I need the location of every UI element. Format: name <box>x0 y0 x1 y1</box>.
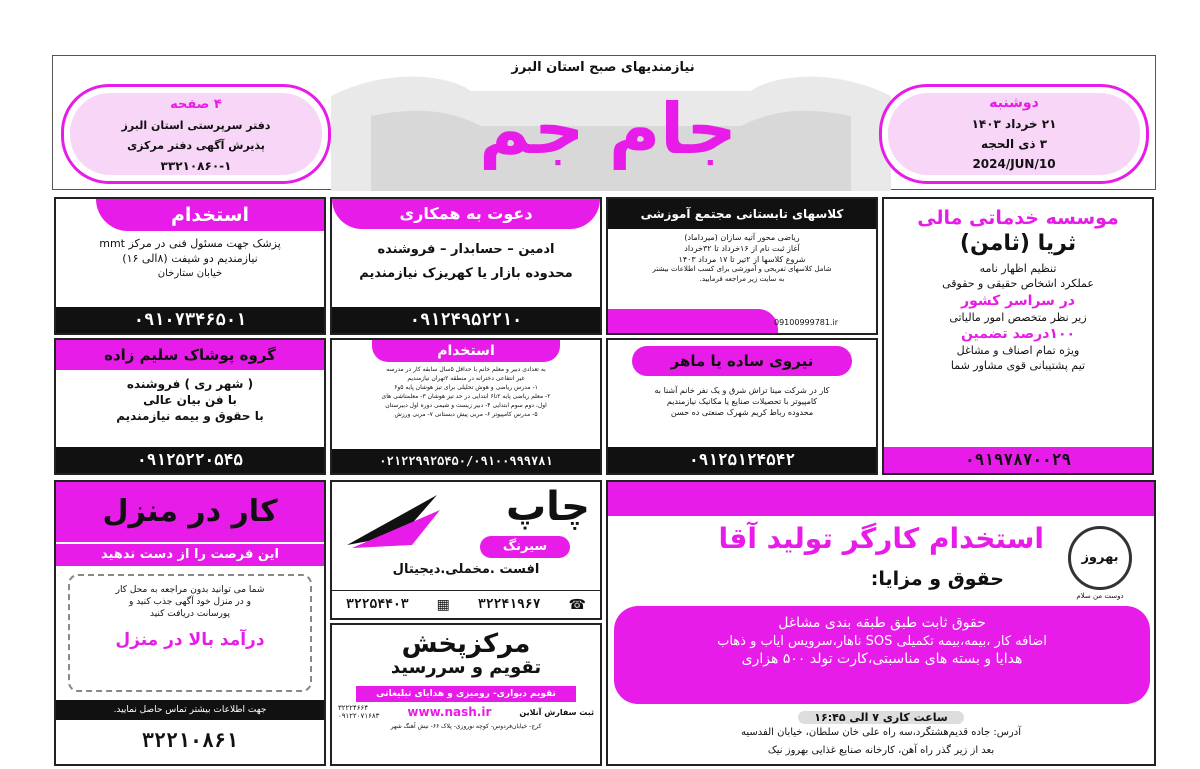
ad-line: ادمین – حسابدار – فروشنده <box>377 242 555 257</box>
ad-title: استخدام <box>96 199 324 231</box>
ad-printing <box>330 480 602 620</box>
ad-financial-services <box>882 197 1154 475</box>
ad-title: گروه پوشاک سلیم زاده <box>56 340 324 370</box>
ad-phone: ۳۲۲۲۴۶۶۴ <box>338 704 369 712</box>
ad-title: استخدام کارگر تولید آقا <box>718 522 1044 555</box>
office-phone: ۳۳۲۱۰۸۶۰-۱ <box>160 159 232 173</box>
ad-phone: ۰۹۱۰۷۳۴۶۵۰۱ <box>56 307 324 333</box>
pages-count: ۴ صفحه <box>170 97 222 112</box>
ad-site: 09100999781.ir <box>774 318 839 327</box>
ad-inner-box <box>68 574 312 692</box>
ad-phone: ۰۹۱۲۴۹۵۲۲۱۰ <box>332 307 600 333</box>
date-persian: ۲۱ خرداد ۱۴۰۳ <box>971 117 1057 131</box>
ad-phone: ۰۹۱۲۵۱۲۴۵۴۲ <box>608 447 876 473</box>
ad-line: ویژه تمام اصناف و مشاغل <box>956 344 1080 358</box>
phone-icon: ☎ <box>568 596 586 613</box>
ad-line: ۱- مدرس ریاضی و هوش تحلیلی برای تیز هوشان پایه ۵و۶ <box>394 384 538 391</box>
ad-line: اول، دوم سوم ابتدایی ۴- دبیر زیست و شیمی دوره اول دبیرستان <box>385 402 547 409</box>
ad-logo <box>1058 526 1142 600</box>
ad-factory-worker <box>606 480 1156 766</box>
ad-line: محدوده بازار یا کهریزک نیازمندیم <box>359 265 573 281</box>
ad-line: شروع کلاسها از ۲تیر تا ۱۷ مرداد ۱۴۰۳ <box>678 254 806 264</box>
ad-phone: ۰۹۱۹۷۸۷۰۰۲۹ <box>884 447 1152 473</box>
ad-phone: ۰۹۱۲۵۲۲۰۵۴۵ <box>56 447 324 473</box>
ad-site: www.nash.ir <box>407 705 492 720</box>
ad-address: آدرس: جاده قدیم‌هشتگرد،سه راه علی خان سلطان، خیابان الفدسیه <box>741 727 1021 738</box>
ad-line: نیازمندیم دو شیفت (۸الی ۱۶) <box>122 251 258 265</box>
ad-phone: ۰۹۱۲۲۰۷۱۶۸۳ <box>338 712 380 721</box>
fax-icon: ▦ <box>436 596 450 613</box>
date-gregorian: 2024/JUN/10 <box>972 157 1056 171</box>
day-name: دوشنبه <box>989 95 1039 111</box>
ad-order-row <box>332 702 600 723</box>
ad-tel: ۳۲۲۴۱۹۶۷ <box>477 597 541 612</box>
brand-logo: جام جم <box>479 88 737 170</box>
ad-brand: سیرنگ <box>480 536 570 558</box>
ad-address: بعد از زیر گذر راه آهن، کارخانه صنایع غذایی بهروز نیک <box>767 745 995 756</box>
ad-clothing-group <box>54 338 326 475</box>
ad-decoration <box>608 309 778 333</box>
ad-address: کرج- خیابان‌فردوس- کوچه نوروزی- پلاک ۶۶- نیش آهنگ شهر <box>390 722 542 730</box>
ad-phones <box>338 704 379 721</box>
ad-line: ۲- معلم ریاضی پایه ۲تا۶ ابتدایی در حد تیز هوشان ۳- معلمتاشی های <box>381 393 551 400</box>
ad-benefits-box <box>614 606 1150 704</box>
ad-line: با فن بیان عالی <box>143 393 237 408</box>
ad-line: ثبت سفارش آنلاین <box>519 707 594 717</box>
ad-line: و در منزل خود آگهی جذب کنید و <box>129 597 251 608</box>
ad-line: حقوق ثابت طبق طبقه بندی مشاغل <box>778 615 986 631</box>
ad-line: با حقوق و بیمه نیازمندیم <box>116 409 264 424</box>
ad-line: ۵- مدرس کامپیوتر ۶- مربی پیش دبستانی ۷- مربی ورزش <box>394 411 538 418</box>
ad-title: چاپ <box>505 484 590 530</box>
ad-line: تقویم دیواری- رومیزی و هدایای تبلیغاتی <box>356 686 576 702</box>
ad-line: به سایت زیر مراجعه فرمایید. <box>699 274 785 283</box>
ad-line: کار در شرکت مینا تراش شرق و یک نفر خانم آشنا به <box>654 386 830 395</box>
ad-line: شما می توانید بدون مراجعه به محل کار <box>115 585 265 595</box>
ad-title: موسسه خدماتی مالی <box>917 207 1119 229</box>
ad-hours: ساعت کاری ۷ الی ۱۶:۴۵ <box>798 711 963 724</box>
date-hijri: ۳ ذی الحجه <box>980 137 1048 151</box>
ad-line: به تعدادی دبیر و معلم خانم با حداقل ۵سال سابقه کار در مدرسه <box>386 366 546 373</box>
ad-line: محدوده رباط کریم شهرک صنعتی ده حسن <box>670 407 814 417</box>
ad-highlight: درآمد بالا در منزل <box>115 630 265 651</box>
header-top-title: نیازمندیهای صبح استان البرز <box>511 60 695 75</box>
ad-phone: ۳۲۲۱۰۸۶۱ <box>141 728 239 752</box>
ad-line: خیابان ستارخان <box>157 267 223 279</box>
ad-line: هدایا و بسته های مناسبتی،کارت تولد ۵۰۰ هزاری <box>741 651 1023 668</box>
header-right-pill <box>879 84 1149 184</box>
printing-swoosh-icon <box>342 490 442 550</box>
ad-line: اضافه کار ،بیمه،بیمه تکمیلی SOS ناهار،سرویس ایاب و ذهاب <box>717 633 1047 649</box>
ad-subtitle: تقویم و سررسید <box>390 657 542 678</box>
ad-line: آغاز ثبت نام از ۱۶خرداد تا ۳۲خرداد <box>684 243 800 253</box>
office-line1: دفتر سرپرستی استان البرز <box>121 119 271 132</box>
ad-logo-circle: بهروز <box>1068 526 1132 590</box>
ad-line: شامل کلاسهای تفریحی و آموزشی برای کسب اطلاعات بیشتر <box>652 265 832 274</box>
ad-logo-sub: دوست من سلام <box>1076 592 1124 600</box>
ad-line: غیر انتفاعی دخترانه در منطقه ۲تهران نیازمندیم <box>407 375 525 382</box>
ad-hours-wrap <box>608 706 1154 725</box>
ad-contact-row <box>332 590 600 618</box>
ad-line: زیر نظر متخصص امور مالیاتی <box>949 310 1087 324</box>
ad-phone: ۰۲۱۲۲۹۹۲۵۴۵۰/۰۹۱۰۰۹۹۹۷۸۱ <box>332 449 600 473</box>
ad-workforce <box>606 338 878 475</box>
ad-subtitle: این فرصت را از دست ندهید <box>56 544 324 566</box>
ad-line: تنظیم اظهار نامه <box>979 262 1057 275</box>
ad-hiring-doctor <box>54 197 326 335</box>
ad-line: پورسانت دریافت کنید <box>149 609 231 620</box>
newspaper-header <box>52 55 1156 190</box>
ad-subtitle: ثریا (ثامن) <box>959 231 1077 256</box>
ad-line: جهت اطلاعات بیشتر تماس حاصل نمایید. <box>56 700 324 720</box>
ad-line: تیم پشتیبانی قوی مشاور شما <box>950 359 1086 373</box>
ad-title: مرکزپخش <box>401 629 531 659</box>
ad-work-from-home <box>54 480 326 766</box>
ad-title: کار در منزل <box>56 482 324 542</box>
ad-title: دعوت به همکاری <box>332 199 600 229</box>
ad-line: عملکرد اشخاص حقیقی و حقوقی <box>942 276 1094 290</box>
ad-fax: ۳۲۲۵۴۴۰۳ <box>346 597 409 612</box>
ad-line: در سراسر کشور <box>961 292 1075 309</box>
ad-subtitle: حقوق و مزایا: <box>870 568 1004 590</box>
ad-line: ( شهر ری ) فروشنده <box>126 377 254 391</box>
ad-top-band <box>608 482 1154 516</box>
ad-line: افست .مخملی.دیجیتال <box>392 562 540 577</box>
ad-line: ۱۰۰درصد تضمین <box>960 326 1076 343</box>
ad-title: کلاسهای تابستانی مجتمع آموزشی <box>608 199 876 229</box>
ad-teacher-hiring <box>330 338 602 475</box>
header-left-pill <box>61 84 331 184</box>
ad-summer-classes <box>606 197 878 335</box>
ad-title: استخدام <box>372 340 560 362</box>
ad-line: ریاضی محور آتیه سازان (میرداماد) <box>684 233 800 242</box>
office-line2: پذیرش آگهی دفتر مرکزی <box>127 139 265 152</box>
ad-calendar-distribution <box>330 623 602 766</box>
ad-line: پزشک جهت مسئول فنی در مرکز mmt <box>99 237 281 250</box>
ad-title: نیروی ساده یا ماهر <box>632 346 852 376</box>
ad-invite-cooperation <box>330 197 602 335</box>
ad-line: کامپیوتر با تحصیلات صنایع یا مکانیک نیازمندیم <box>666 396 818 406</box>
